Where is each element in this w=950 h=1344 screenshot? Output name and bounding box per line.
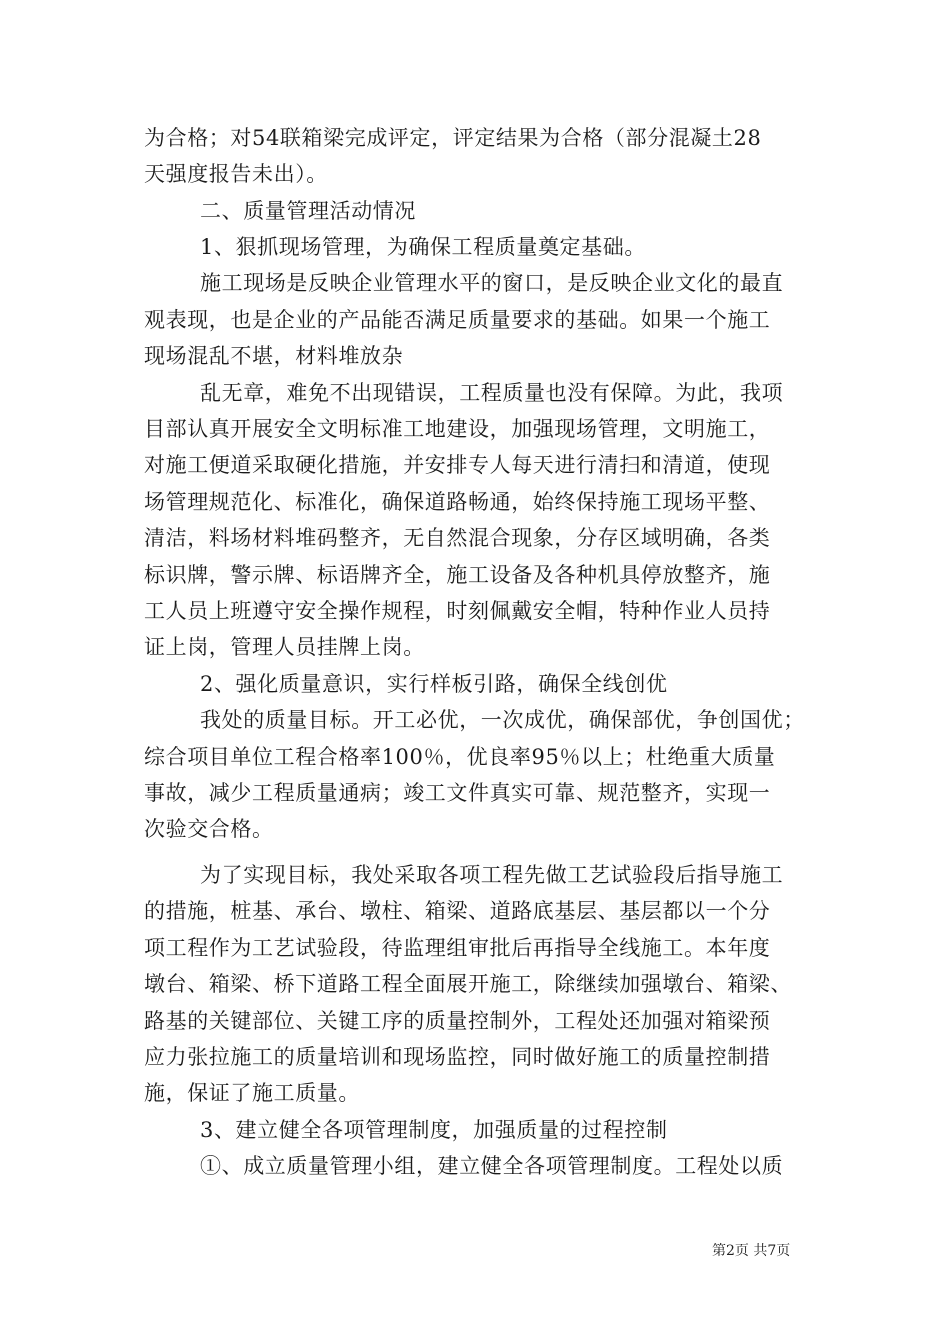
text-line: 乱无章，难免不出现错误，工程质量也没有保障。为此，我项 bbox=[200, 381, 784, 405]
text-line: 次验交合格。 bbox=[144, 817, 274, 841]
text-line: 标识牌，警示牌、标语牌齐全，施工设备及各种机具停放整齐，施 bbox=[144, 563, 771, 587]
text-line: 对施工便道采取硬化措施，并安排专人每天进行清扫和清道，使现 bbox=[144, 453, 771, 477]
text-line: 目部认真开展安全文明标准工地建设，加强现场管理，文明施工， bbox=[144, 417, 771, 441]
text-line: 观表现，也是企业的产品能否满足质量要求的基础。如果一个施工 bbox=[144, 308, 771, 332]
text-line: ①、成立质量管理小组，建立健全各项管理制度。工程处以质 bbox=[200, 1154, 784, 1178]
text-line: 现场混乱不堪，材料堆放杂 bbox=[144, 344, 404, 368]
text-line: 施，保证了施工质量。 bbox=[144, 1081, 360, 1105]
text-line: 为了实现目标，我处采取各项工程先做工艺试验段后指导施工 bbox=[200, 863, 784, 887]
subsection-heading: 1、狠抓现场管理，为确保工程质量奠定基础。 bbox=[200, 235, 646, 259]
text-line: 应力张拉施工的质量培训和现场监控，同时做好施工的质量控制措 bbox=[144, 1045, 771, 1069]
text-line: 墩台、箱梁、桥下道路工程全面展开施工，除继续加强墩台、箱梁、 bbox=[144, 972, 792, 996]
text-line: 证上岗，管理人员挂牌上岗。 bbox=[144, 635, 425, 659]
text-line: 天强度报告未出）。 bbox=[144, 162, 328, 186]
text-line: 事故，减少工程质量通病；竣工文件真实可靠、规范整齐，实现一 bbox=[144, 781, 771, 805]
text-line: 场管理规范化、标准化，确保道路畅通，始终保持施工现场平整、 bbox=[144, 490, 771, 514]
text-line: 项工程作为工艺试验段，待监理组审批后再指导全线施工。本年度 bbox=[144, 936, 771, 960]
page-number: 第2页 共7页 bbox=[712, 1243, 791, 1259]
text-line: 清洁，料场材料堆码整齐，无自然混合现象，分存区域明确，各类 bbox=[144, 526, 771, 550]
subsection-heading: 2、强化质量意识，实行样板引路，确保全线创优 bbox=[200, 672, 668, 696]
text-line: 工人员上班遵守安全操作规程，时刻佩戴安全帽，特种作业人员持 bbox=[144, 599, 771, 623]
subsection-heading: 3、建立健全各项管理制度，加强质量的过程控制 bbox=[200, 1118, 668, 1142]
text-line: 的措施，桩基、承台、墩柱、箱梁、道路底基层、基层都以一个分 bbox=[144, 899, 771, 923]
section-heading: 二、质量管理活动情况 bbox=[200, 199, 416, 223]
text-line: 综合项目单位工程合格率100％，优良率95％以上；杜绝重大质量 bbox=[144, 745, 776, 769]
text-line: 施工现场是反映企业管理水平的窗口，是反映企业文化的最直 bbox=[200, 271, 784, 295]
text-line: 路基的关键部位、关键工序的质量控制外，工程处还加强对箱梁预 bbox=[144, 1009, 771, 1033]
text-line: 我处的质量目标。开工必优，一次成优，确保部优，争创国优； bbox=[200, 708, 805, 732]
text-line: 为合格；对54联箱梁完成评定，评定结果为合格（部分混凝土28 bbox=[144, 126, 762, 150]
